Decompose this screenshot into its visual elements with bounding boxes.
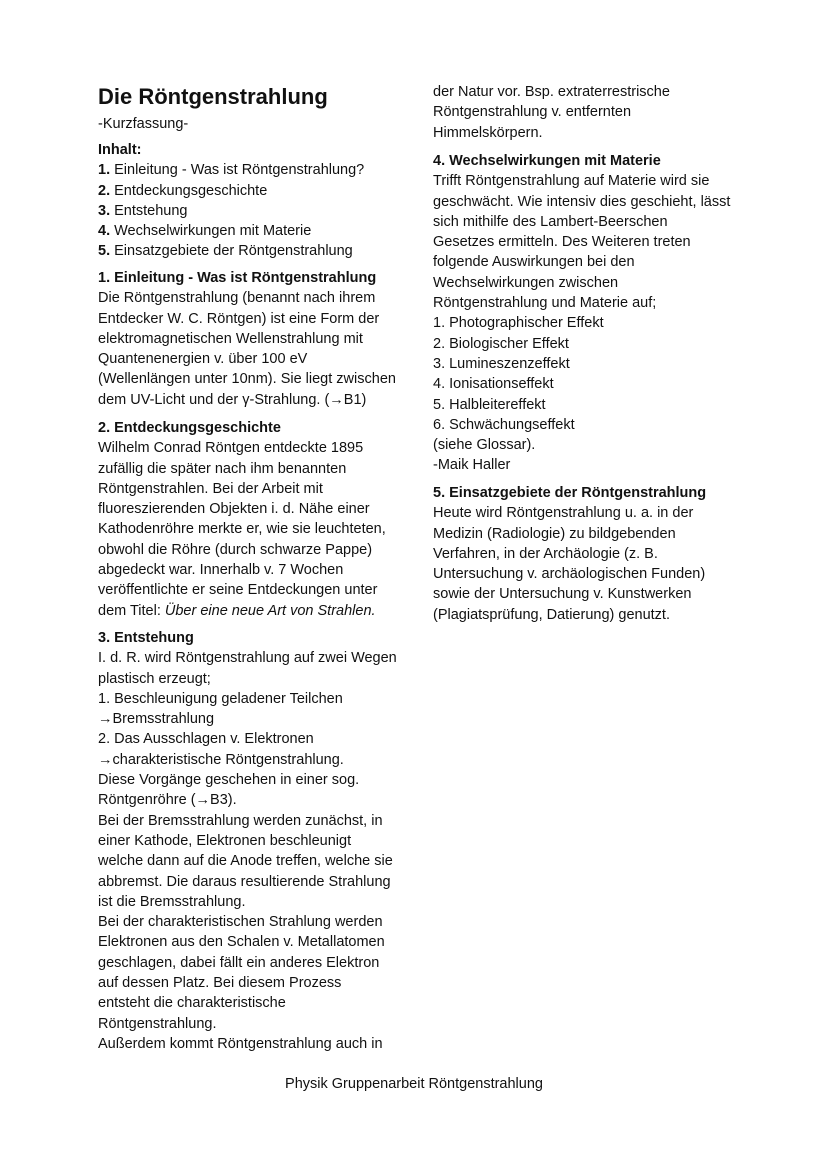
text-line: auf dessen Platz. Bei diesem Prozess — [98, 975, 342, 992]
text-line: geschwächt. Wie intensiv dies geschieht, lässt — [433, 193, 731, 210]
text-line: (Wellenlängen unter 10nm). Sie liegt zwischen — [98, 371, 396, 388]
text-line: Untersuchung v. archäologischen Funden) — [433, 566, 706, 583]
section-heading: 5. Einsatzgebiete der Röntgenstrahlung — [433, 485, 707, 501]
text-line: 5. Halbleitereffekt — [433, 396, 546, 413]
page-footer: Physik Gruppenarbeit Röntgenstrahlung — [285, 1076, 543, 1092]
text-line: Heute wird Röntgenstrahlung u. a. in der — [433, 505, 694, 522]
text-line: Röntgenstrahlung. — [98, 1015, 217, 1032]
toc-item: 4. Wechselwirkungen mit Materie — [98, 223, 312, 240]
section-origin-continued — [433, 82, 670, 143]
text-line: Gesetzes ermitteln. Des Weiteren treten — [433, 234, 691, 251]
text-line: geschlagen, dabei fällt ein anderes Elektron — [98, 954, 380, 971]
text-line: Medizin (Radiologie) zu bildgebenden — [433, 525, 676, 542]
author-line: -Maik Haller — [433, 457, 511, 474]
text-line: Wechselwirkungen zwischen — [433, 274, 619, 291]
text-line: fluoreszierenden Objekten i. d. Nähe einer — [98, 501, 370, 518]
text-line: entsteht die charakteristische — [98, 995, 286, 1012]
toc-item: 2. Entdeckungsgeschichte — [98, 182, 268, 199]
page-title: Die Röntgenstrahlung — [98, 84, 328, 109]
text-line: sowie der Untersuchung v. Kunstwerken — [433, 586, 692, 603]
text-line: I. d. R. wird Röntgenstrahlung auf zwei Wegen — [98, 650, 397, 667]
text-line: abbremst. Die daraus resultierende Strahlung — [98, 873, 391, 890]
text-line: obwohl die Röhre (durch schwarze Pappe) — [98, 541, 373, 558]
text-line: plastisch erzeugt; — [98, 670, 211, 687]
text-line: abgedeckt war. Innerhalb v. 7 Wochen — [98, 562, 344, 579]
text-line: →Bremsstrahlung — [98, 711, 215, 728]
section-heading: 3. Entstehung — [98, 630, 194, 646]
section-introduction — [98, 268, 396, 410]
text-line: Röntgenstrahlung und Materie auf; — [433, 295, 657, 312]
text-line: 6. Schwächungseffekt — [433, 416, 575, 433]
text-line: 4. Ionisationseffekt — [433, 376, 554, 393]
text-line: Röntgenstrahlen. Bei der Arbeit mit — [98, 480, 323, 497]
toc-item: 3. Entstehung — [98, 202, 188, 219]
text-line: (siehe Glossar). — [433, 437, 536, 454]
text-line: Röntgenröhre (→B3). — [98, 792, 237, 809]
text-line: 3. Lumineszenzeffekt — [433, 355, 570, 372]
text-line: (Plagiatsprüfung, Datierung) genutzt. — [433, 606, 670, 623]
text-line: der Natur vor. Bsp. extraterrestrische — [433, 84, 670, 100]
toc-item: 1. Einleitung - Was ist Röntgenstrahlung? — [98, 162, 365, 179]
text-line: Quantenenergien v. über 100 eV — [98, 351, 308, 368]
text-line: 2. Das Ausschlagen v. Elektronen — [98, 731, 314, 748]
text-line: Außerdem kommt Röntgenstrahlung auch in — [98, 1035, 383, 1052]
toc-item: 5. Einsatzgebiete der Röntgenstrahlung — [98, 243, 353, 260]
table-of-contents — [98, 140, 364, 262]
text-line: veröffentlichte er seine Entdeckungen unter — [98, 582, 378, 599]
text-line: Bei der charakteristischen Strahlung werden — [98, 914, 383, 931]
section-discovery — [98, 418, 386, 621]
text-line: dem Titel: Über eine neue Art von Strahlen. — [98, 602, 376, 619]
text-line: folgende Auswirkungen bei den — [433, 254, 635, 271]
text-line: Die Röntgenstrahlung (benannt nach ihrem — [98, 290, 376, 307]
text-line: Wilhelm Conrad Röntgen entdeckte 1895 — [98, 440, 364, 457]
text-line: Elektronen aus den Schalen v. Metallatomen — [98, 934, 385, 951]
page-subtitle: -Kurzfassung- — [98, 116, 189, 132]
text-line: Diese Vorgänge geschehen in einer sog. — [98, 772, 360, 789]
text-line: Röntgenstrahlung v. entfernten — [433, 104, 632, 121]
section-interactions — [433, 151, 730, 476]
text-line: Trifft Röntgenstrahlung auf Materie wird sie — [433, 173, 710, 190]
text-line: sich mithilfe des Lambert-Beerschen — [433, 213, 668, 230]
section-heading: 1. Einleitung - Was ist Röntgenstrahlung — [98, 270, 377, 286]
text-line: zufällig die später nach ihm benannten — [98, 460, 347, 477]
text-line: Verfahren, in der Archäologie (z. B. — [433, 545, 658, 562]
text-line: 2. Biologischer Effekt — [433, 335, 569, 352]
text-line: Bei der Bremsstrahlung werden zunächst, in — [98, 812, 383, 829]
text-line: 1. Photographischer Effekt — [433, 315, 604, 332]
section-heading: 2. Entdeckungsgeschichte — [98, 420, 281, 436]
text-line: dem UV-Licht und der γ-Strahlung. (→B1) — [98, 391, 367, 408]
section-applications — [433, 483, 706, 625]
text-line: welche dann auf die Anode treffen, welche sie — [98, 853, 393, 870]
section-heading: 4. Wechselwirkungen mit Materie — [433, 153, 661, 169]
text-line: ist die Bremsstrahlung. — [98, 893, 246, 910]
text-line: 1. Beschleunigung geladener Teilchen — [98, 690, 343, 707]
text-line: Himmelskörpern. — [433, 124, 543, 141]
section-origin — [98, 628, 397, 1054]
toc-heading: Inhalt: — [98, 142, 142, 158]
publication-title: Über eine neue Art von Strahlen. — [164, 602, 376, 619]
text-line: einer Kathode, Elektronen beschleunigt — [98, 832, 352, 849]
text-line: elektromagnetischen Wellenstrahlung mit — [98, 330, 363, 347]
text-line: Kathodenröhre merkte er, wie sie leuchteten, — [98, 521, 386, 538]
text-line: Entdecker W. C. Röntgen) ist eine Form der — [98, 310, 380, 327]
text-line: →charakteristische Röntgenstrahlung. — [98, 751, 344, 768]
